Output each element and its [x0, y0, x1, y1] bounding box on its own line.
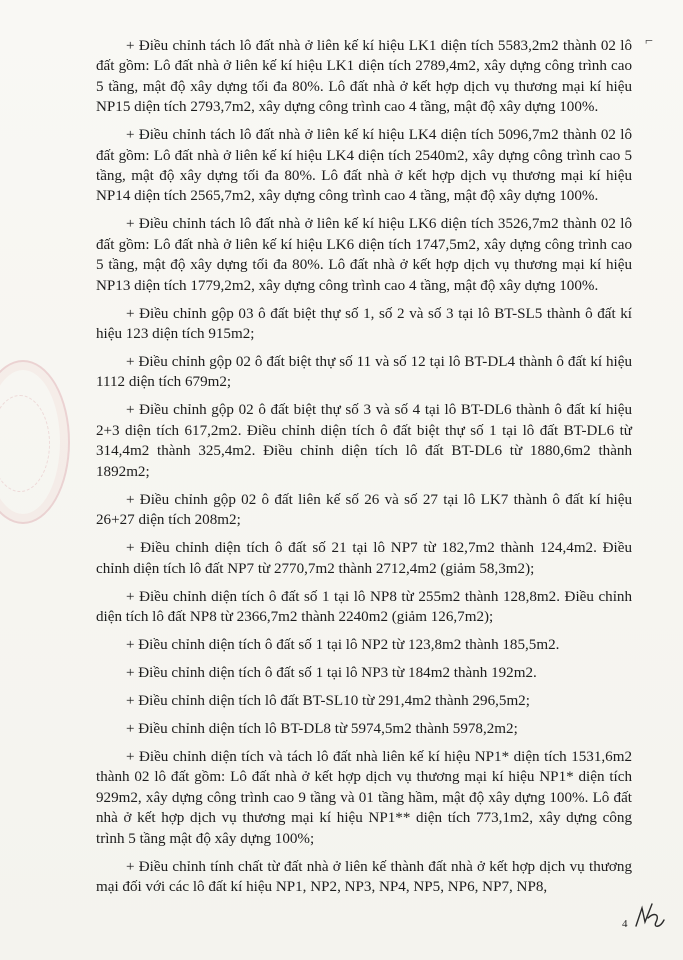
paragraph: + Điều chỉnh tách lô đất nhà ở liên kế kí hiệu LK4 diện tích 5096,7m2 thành 02 lô đất gồm: Lô đất nhà ở liên kế kí hiệu LK4 diện tích 2540m2, xây dựng công trình cao 5 tầng, mật độ xây dựng tối đa 80%. Lô đất nhà ở kết hợp dịch vụ thương mại kí hiệu NP14 diện tích 2565,7m2, xây dựng công trình cao 4 tầng, mật độ xây dựng 100%.	[96, 127, 632, 205]
paragraph: + Điều chỉnh diện tích ô đất số 1 tại lô NP8 từ 255m2 thành 128,8m2. Điều chỉnh diện tích lô đất NP8 từ 2366,7m2 thành 2240m2 (giảm 126,7m2);	[96, 588, 632, 625]
paragraph: + Điều chỉnh diện tích lô BT-DL8 từ 5974,5m2 thành 5978,2m2;	[126, 720, 518, 737]
paragraph: + Điều chỉnh gộp 02 ô đất liên kế số 26 và số 27 tại lô LK7 thành ô đất kí hiệu 26+27 diện tích 208m2;	[96, 491, 632, 529]
paragraph: + Điều chỉnh gộp 03 ô đất biệt thự số 1, số 2 và số 3 tại lô BT-SL5 thành ô đất kí hiệu 123 diện tích 915m2;	[96, 305, 632, 343]
paragraph: + Điều chỉnh gộp 02 ô đất biệt thự số 11 và số 12 tại lô BT-DL4 thành ô đất kí hiệu 1112 diện tích 679m2;	[96, 354, 632, 391]
paragraph: + Điều chỉnh diện tích ô đất số 21 tại lô NP7 từ 182,7m2 thành 124,4m2. Điều chỉnh diện tích lô đất NP7 từ 2770,7m2 thành 2712,4m2 (giảm 58,3m2);	[96, 540, 632, 577]
paragraph: + Điều chỉnh diện tích lô đất BT-SL10 từ 291,4m2 thành 296,5m2;	[126, 692, 530, 709]
corner-mark: ⌐	[645, 34, 653, 49]
initials-signature	[630, 900, 670, 934]
page-number: 4	[622, 918, 628, 930]
paragraph: + Điều chỉnh diện tích ô đất số 1 tại lô NP2 từ 123,8m2 thành 185,5m2.	[126, 636, 560, 653]
paragraph: + Điều chỉnh tách lô đất nhà ở liên kế kí hiệu LK6 diện tích 3526,7m2 thành 02 lô đất gồm: Lô đất nhà ở liên kế kí hiệu LK6 diện tích 1747,5m2, xây dựng công trình cao 5 tầng, mật độ xây dựng tối đa 80%. Lô đất nhà ở kết hợp dịch vụ thương mại kí hiệu NP13 diện tích 1779,2m2, xây dựng công trình cao 4 tầng, mật độ xây dựng 100%.	[96, 216, 632, 294]
paragraph: + Điều chỉnh diện tích và tách lô đất nhà liên kế kí hiệu NP1* diện tích 1531,6m2 thành 02 lô đất gồm: Lô đất nhà ở kết hợp dịch vụ thương mại kí hiệu NP1* diện tích 929m2, xây dựng công trình cao 9 tầng và 01 tầng hầm, mật độ xây dựng 100%. Lô đất nhà ở kết hợp dịch vụ thương mại kí hiệu NP1** diện tích 773,1m2, xây dựng công trình 5 tầng mật độ xây dựng 100%;	[96, 748, 632, 847]
document-body	[96, 36, 632, 905]
paragraph: + Điều chỉnh diện tích ô đất số 1 tại lô NP3 từ 184m2 thành 192m2.	[126, 664, 537, 681]
paragraph: + Điều chỉnh gộp 02 ô đất biệt thự số 3 và số 4 tại lô BT-DL6 thành ô đất kí hiệu 2+3 diện tích 617,2m2. Điều chỉnh diện tích ô đất biệt thự số 1 tại lô đất BT-DL6 từ 314,4m2 thành 325,4m2. Điều chỉnh diện tích lô đất BT-DL6 từ 1880,6m2 thành 1892m2;	[96, 402, 632, 480]
paragraph: + Điều chỉnh tách lô đất nhà ở liên kế kí hiệu LK1 diện tích 5583,2m2 thành 02 lô đất gồm: Lô đất nhà ở liên kế kí hiệu LK1 diện tích 2789,4m2, xây dựng công trình cao 5 tầng, mật độ xây dựng tối đa 80%. Lô đất nhà ở kết hợp dịch vụ thương mại kí hiệu NP15 diện tích 2793,7m2, xây dựng công trình cao 4 tầng, mật độ xây dựng 100%.	[96, 38, 632, 116]
paragraph: + Điều chỉnh tính chất từ đất nhà ở liên kế thành đất nhà ở kết hợp dịch vụ thương mại đối với các lô đất kí hiệu NP1, NP2, NP3, NP4, NP5, NP6, NP7, NP8,	[96, 858, 632, 895]
